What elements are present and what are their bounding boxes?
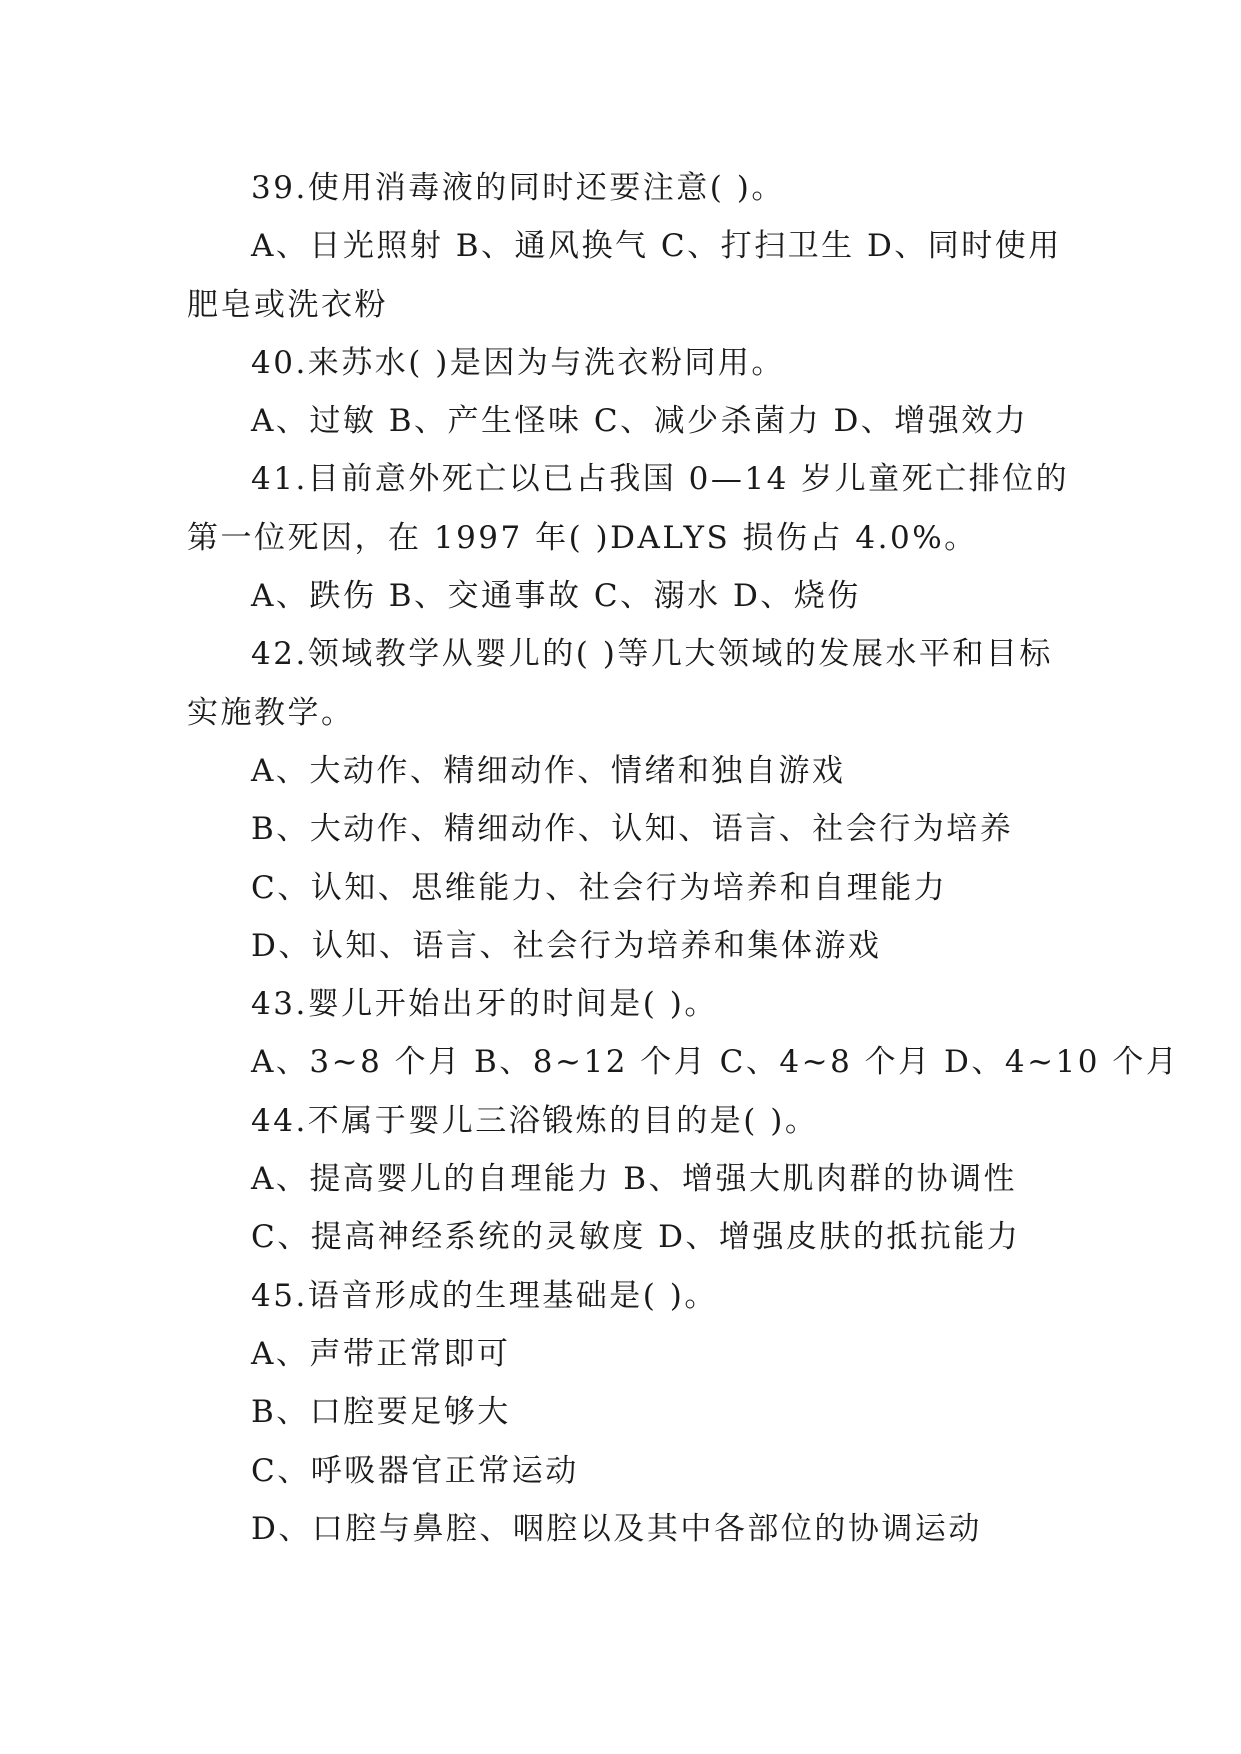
- question-43: 43.婴儿开始出牙的时间是( )。: [251, 986, 718, 1023]
- question-45-option-d: D、口腔与鼻腔、咽腔以及其中各部位的协调运动: [251, 1510, 982, 1547]
- document-body: [187, 159, 1180, 1558]
- question-42: 42.领域教学从婴儿的( )等几大领域的发展水平和目标: [251, 636, 1053, 673]
- question-45-option-a: A、声带正常即可: [251, 1335, 511, 1372]
- question-45-option-c: C、呼吸器官正常运动: [251, 1452, 579, 1489]
- question-44-options-ab: A、提高婴儿的自理能力 B、增强大肌肉群的协调性: [251, 1161, 1018, 1198]
- question-39-options-continued: 肥皂或洗衣粉: [187, 286, 388, 323]
- question-42-option-d: D、认知、语言、社会行为培养和集体游戏: [251, 927, 882, 964]
- question-42-continued: 实施教学。: [187, 694, 355, 731]
- question-44: 44.不属于婴儿三浴锻炼的目的是( )。: [251, 1102, 819, 1139]
- question-41: 41.目前意外死亡以已占我国 0—14 岁儿童死亡排位的: [251, 461, 1070, 498]
- question-39-options: A、日光照射 B、通风换气 C、打扫卫生 D、同时使用: [251, 228, 1062, 265]
- question-44-options-cd: C、提高神经系统的灵敏度 D、增强皮肤的抵抗能力: [251, 1219, 1021, 1256]
- question-42-option-b: B、大动作、精细动作、认知、语言、社会行为培养: [251, 811, 1014, 848]
- question-45: 45.语音形成的生理基础是( )。: [251, 1277, 718, 1314]
- question-41-continued: 第一位死因，在 1997 年( )DALYS 损伤占 4.0%。: [187, 519, 978, 556]
- question-40-options: A、过敏 B、产生怪味 C、减少杀菌力 D、增强效力: [251, 403, 1029, 440]
- question-42-option-c: C、认知、思维能力、社会行为培养和自理能力: [251, 869, 948, 906]
- question-43-options: A、3~8 个月 B、8~12 个月 C、4~8 个月 D、4~10 个月: [251, 1044, 1180, 1081]
- question-45-option-b: B、口腔要足够大: [251, 1394, 511, 1431]
- question-39: 39.使用消毒液的同时还要注意( )。: [251, 170, 785, 206]
- question-40: 40.来苏水( )是因为与洗衣粉同用。: [251, 344, 785, 381]
- question-42-option-a: A、大动作、精细动作、情绪和独自游戏: [251, 752, 846, 789]
- question-41-options: A、跌伤 B、交通事故 C、溺水 D、烧伤: [251, 578, 861, 615]
